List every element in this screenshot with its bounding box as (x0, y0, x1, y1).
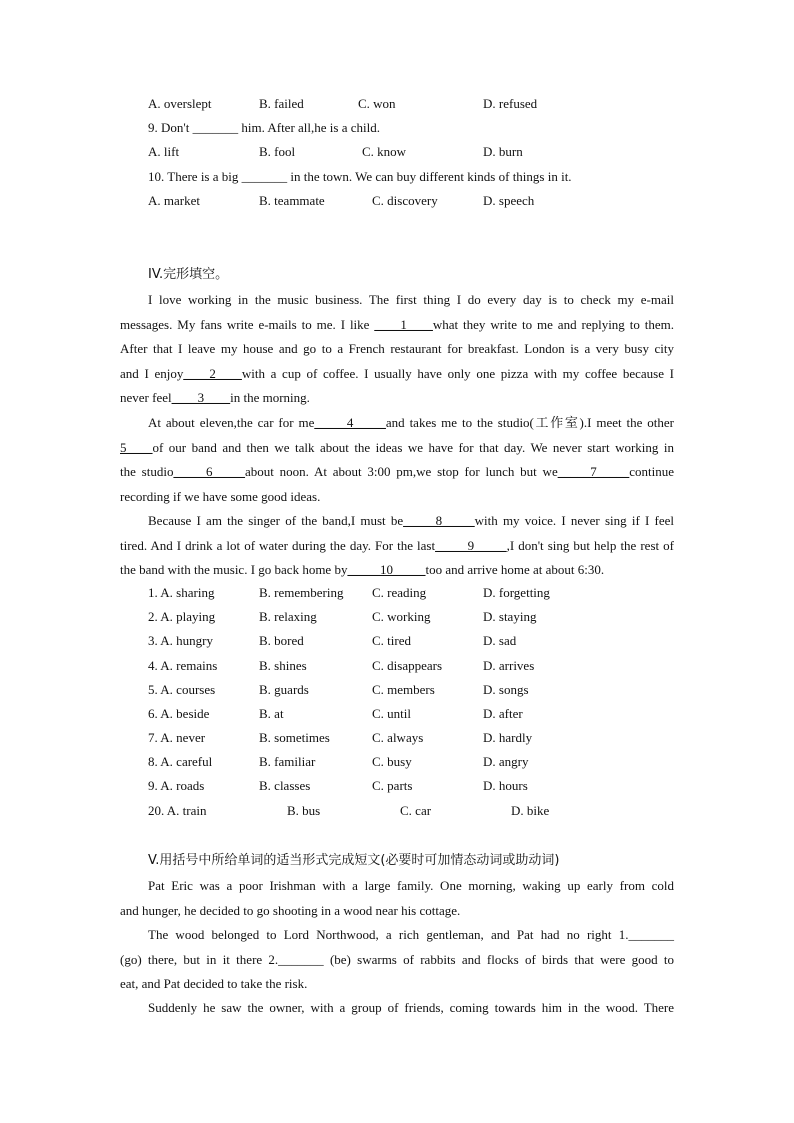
blank-8: _____8_____ (403, 513, 475, 528)
section-v-heading (0, 851, 794, 871)
text: of our band and then we talk about the ideas we have for that day. We never start working in (152, 439, 674, 455)
blank-1: ____1____ (374, 316, 433, 332)
option: C. disappears (372, 658, 443, 673)
option: 8. A. careful (148, 754, 213, 769)
option: C. busy (372, 754, 412, 769)
option: B. bored (259, 633, 304, 648)
option: 20. A. train (148, 803, 207, 818)
option: C. parts (372, 778, 413, 793)
text: and I enjoy (120, 365, 184, 381)
option: D. refused (483, 96, 538, 111)
text: continue (629, 464, 674, 479)
paragraph-line (120, 413, 674, 438)
text: eat, and Pat decided to take the risk. (120, 976, 308, 991)
option: D. sad (483, 633, 517, 648)
option: B. remembering (259, 585, 344, 600)
paragraph-line (120, 998, 674, 1023)
text: tired. And I drink a lot of water during the day. For the last (120, 537, 436, 553)
vocab-options-row-9 (0, 142, 794, 162)
cloze-heading (0, 265, 794, 285)
option-row (0, 704, 794, 724)
text: never feel (120, 390, 172, 405)
text: Because I am the singer of the band,I must be (148, 513, 404, 528)
option-row (0, 680, 794, 700)
paragraph-line (120, 290, 674, 315)
text: At about eleven,the car for me (148, 415, 315, 430)
cloze-paragraph-1 (120, 290, 674, 413)
option: C. car (400, 803, 432, 818)
option: D. songs (483, 682, 529, 697)
option-row (0, 631, 794, 651)
option-row (0, 801, 794, 821)
option: 9. A. roads (148, 778, 205, 793)
option: D. hours (483, 778, 528, 793)
section-heading-text: V.用括号中所给单词的适当形式完成短文(必要时可加情态动词或助动词) (148, 853, 560, 868)
text: ,I don't sing but help the rest of (506, 537, 674, 553)
paragraph-line (120, 950, 674, 975)
option: B. relaxing (259, 609, 317, 624)
section-v-paragraph-2 (120, 925, 674, 999)
paragraph-line (120, 462, 674, 487)
option: B. guards (259, 682, 309, 697)
option: D. bike (511, 803, 550, 818)
section-heading-text: IV.完形填空。 (148, 267, 229, 282)
option: C. until (372, 706, 412, 721)
option-row (0, 607, 794, 627)
option: B. fool (259, 144, 296, 159)
text: I love working in the music business. The first thing I do every day is to check my e-mail (148, 292, 674, 307)
paragraph-line (120, 560, 674, 585)
paragraph-line (120, 388, 674, 413)
paragraph-line (120, 901, 674, 926)
option: B. at (259, 706, 284, 721)
option: 2. A. playing (148, 609, 216, 624)
section-v-paragraph-1 (120, 876, 674, 925)
option: B. bus (287, 803, 321, 818)
paragraph-line (120, 511, 674, 536)
option: A. market (148, 193, 200, 208)
question-text: 10. There is a big _______ in the town. We can buy different kinds of things in it. (148, 169, 572, 184)
text: about noon. At about 3:00 pm,we stop for lunch but we (244, 464, 558, 479)
text: and hunger, he decided to go shooting in a wood near his cottage. (120, 902, 461, 918)
text: in the morning. (230, 390, 310, 405)
vocab-options-row-10 (0, 191, 794, 211)
option: D. angry (483, 754, 529, 769)
paragraph-line (120, 315, 674, 340)
option: C. tired (372, 633, 411, 648)
option-row (0, 752, 794, 772)
question-text: 9. Don't _______ him. After all,he is a child. (148, 120, 380, 135)
option: B. sometimes (259, 730, 330, 745)
option: D. hardly (483, 730, 533, 745)
text: too and arrive home at about 6:30. (425, 562, 605, 577)
option: 6. A. beside (148, 706, 210, 721)
blank-6: _____6_____ (173, 464, 245, 479)
blank-4: _____4_____ (314, 415, 386, 430)
option: D. after (483, 706, 523, 721)
option: C. always (372, 730, 424, 745)
option: A. overslept (148, 96, 212, 111)
paragraph-line (120, 925, 674, 950)
blank-5: 5____ (120, 439, 153, 455)
option: C. discovery (372, 193, 438, 208)
text: Pat Eric was a poor Irishman with a large family. One morning, waking up early from cold (148, 878, 674, 893)
text: The wood belonged to Lord Northwood, a rich gentleman, and Pat had no right 1._______ (148, 927, 674, 942)
option: C. reading (372, 585, 427, 600)
blank-2: ____2____ (183, 365, 242, 381)
vocab-options-row-8 (0, 94, 794, 114)
section-v-paragraph-3 (120, 998, 674, 1023)
paragraph-line (120, 974, 674, 999)
option-row (0, 583, 794, 603)
text: with a cup of coffee. I usually have only one pizza with my coffee because I (241, 365, 674, 381)
option: D. forgetting (483, 585, 550, 600)
option: D. speech (483, 193, 535, 208)
blank-7: _____7_____ (557, 464, 630, 479)
text: and takes me to the studio(工作室).I meet the other (385, 415, 674, 430)
paragraph-line (120, 876, 674, 901)
vocab-question-9 (0, 118, 794, 138)
blank-10: _____10_____ (347, 562, 426, 577)
option: C. working (372, 609, 431, 624)
option: 7. A. never (148, 730, 206, 745)
option: B. classes (259, 778, 311, 793)
option: 4. A. remains (148, 658, 218, 673)
paragraph-line (120, 487, 674, 512)
option: D. arrives (483, 658, 535, 673)
option-row (0, 728, 794, 748)
text: (go) there, but in it there 2._______ (be) swarms of rabbits and flocks of birds that were good to (120, 951, 674, 967)
paragraph-line (120, 536, 674, 561)
option: C. know (362, 144, 407, 159)
text: recording if we have some good ideas. (120, 488, 321, 504)
option: C. won (358, 96, 396, 111)
option-row (0, 656, 794, 676)
vocab-question-10 (0, 167, 794, 187)
option: C. members (372, 682, 435, 697)
text: the studio (120, 464, 174, 479)
paragraph-line (120, 339, 674, 364)
option: D. burn (483, 144, 523, 159)
text: the band with the music. I go back home by (120, 562, 348, 577)
option-row (0, 776, 794, 796)
cloze-paragraph-3 (120, 511, 674, 585)
option: B. shines (259, 658, 307, 673)
text: Suddenly he saw the owner, with a group of friends, coming towards him in the wood. There (148, 1000, 674, 1015)
blank-9: _____9_____ (435, 537, 507, 553)
option: 5. A. courses (148, 682, 216, 697)
option: 1. A. sharing (148, 585, 215, 600)
cloze-paragraph-2 (120, 413, 674, 511)
text: messages. My fans write e-mails to me. I like (120, 316, 375, 332)
text: what they write to me and replying to them. (432, 316, 674, 332)
paragraph-line (120, 438, 674, 463)
option: B. teammate (259, 193, 325, 208)
text: with my voice. I never sing if I feel (474, 513, 674, 528)
blank-3: ____3____ (171, 390, 231, 405)
option: D. staying (483, 609, 537, 624)
paragraph-line (120, 364, 674, 389)
option: 3. A. hungry (148, 633, 213, 648)
text: After that I leave my house and go to a French restaurant for breakfast. London is a very busy city (120, 341, 674, 356)
option: B. familiar (259, 754, 316, 769)
option: B. failed (259, 96, 304, 111)
option: A. lift (148, 144, 180, 159)
